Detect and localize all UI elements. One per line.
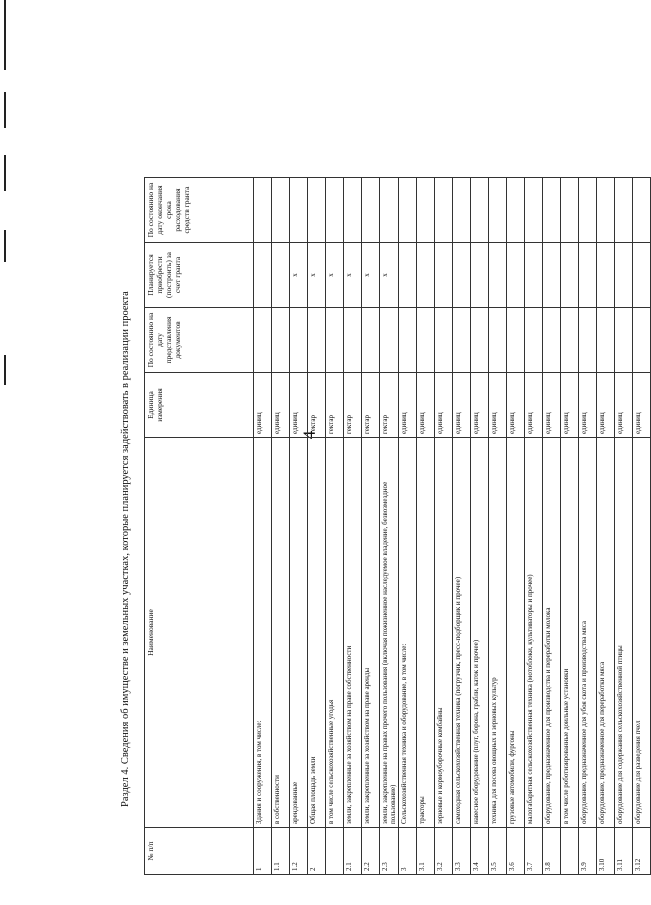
cell-planned: x: [308, 243, 326, 308]
table-row: [561, 178, 579, 875]
table-row: [399, 178, 417, 875]
cell-planned: x: [344, 243, 362, 308]
cell-num: 3.9: [579, 828, 597, 875]
cell-name: земли, закрепленные за хозяйством на праве аренды: [362, 438, 380, 828]
cell-num: 3.5: [489, 828, 507, 875]
cell-unit: единиц: [633, 373, 651, 438]
cell-planned: [543, 243, 561, 308]
cell-unit: единиц: [543, 373, 561, 438]
cell-on-date: [525, 308, 543, 373]
cell-name: оборудование для разведения пчел: [633, 438, 651, 828]
table-header-row: [145, 178, 254, 875]
cell-unit: гектар: [380, 373, 399, 438]
cell-num: 1.2: [290, 828, 308, 875]
cell-name: малогабаритная сельскохозяйственная техника (мотоблоки, культиваторы и прочее): [525, 438, 543, 828]
cell-end-date: [362, 178, 380, 243]
cell-end-date: [290, 178, 308, 243]
cell-num: 3.12: [633, 828, 651, 875]
table-row: [254, 178, 272, 875]
table-row: [489, 178, 507, 875]
cell-unit: единиц: [272, 373, 290, 438]
cell-end-date: [579, 178, 597, 243]
cell-on-date: [290, 308, 308, 373]
cell-num: 3.2: [435, 828, 453, 875]
cell-on-date: [597, 308, 615, 373]
cell-unit: единиц: [615, 373, 633, 438]
cell-end-date: [344, 178, 362, 243]
cell-on-date: [326, 308, 344, 373]
cell-on-date: [344, 308, 362, 373]
cell-num: 3.6: [507, 828, 525, 875]
cell-num: 2.2: [362, 828, 380, 875]
cell-unit: единиц: [290, 373, 308, 438]
cell-planned: [489, 243, 507, 308]
cell-name: Здания и сооружения, в том числе:: [254, 438, 272, 828]
cell-end-date: [272, 178, 290, 243]
cell-num: 3.8: [543, 828, 561, 875]
property-table: [144, 177, 651, 875]
cell-end-date: [615, 178, 633, 243]
cell-unit: единиц: [471, 373, 489, 438]
cell-end-date: [380, 178, 399, 243]
cell-planned: [435, 243, 453, 308]
cell-planned: [254, 243, 272, 308]
table-row: [633, 178, 651, 875]
cell-planned: [272, 243, 290, 308]
cell-on-date: [362, 308, 380, 373]
cell-num: 3.7: [525, 828, 543, 875]
cell-end-date: [507, 178, 525, 243]
cell-on-date: [561, 308, 579, 373]
cell-unit: единиц: [399, 373, 417, 438]
cell-planned: [525, 243, 543, 308]
cell-on-date: [471, 308, 489, 373]
table-row: [362, 178, 380, 875]
cell-name: техника для посева овощных и зерновых культур: [489, 438, 507, 828]
cell-name: оборудование, предназначенное для переработки мяса: [597, 438, 615, 828]
table-row: [471, 178, 489, 875]
cell-num: 2.3: [380, 828, 399, 875]
cell-name: грузовые автомобили, фургоны: [507, 438, 525, 828]
cell-name: Сельскохозяйственная техника и оборудование, в том числе:: [399, 438, 417, 828]
cell-on-date: [543, 308, 561, 373]
cell-name: арендованные: [290, 438, 308, 828]
table-row: [597, 178, 615, 875]
cell-num: 3.10: [597, 828, 615, 875]
cell-end-date: [399, 178, 417, 243]
header-on-date: По состоянию на дату представления документов: [145, 308, 254, 373]
header-unit: Единица измерения: [145, 373, 254, 438]
cell-planned: [597, 243, 615, 308]
header-name: Наименование: [145, 438, 254, 828]
cell-planned: [633, 243, 651, 308]
cell-num: 3.3: [453, 828, 471, 875]
cell-end-date: [254, 178, 272, 243]
cell-end-date: [543, 178, 561, 243]
cell-unit: единиц: [417, 373, 435, 438]
cell-name: зерновые и кормоуборочные комбайны: [435, 438, 453, 828]
table-row: [615, 178, 633, 875]
table-row: [326, 178, 344, 875]
cell-unit: единиц: [435, 373, 453, 438]
header-end-date: По состоянию на дату окончания срока расходования средств гранта: [145, 178, 254, 243]
cell-name: оборудование для содержания сельскохозяйственной птицы: [615, 438, 633, 828]
cell-num: 3: [399, 828, 417, 875]
table-row: [507, 178, 525, 875]
cell-planned: [507, 243, 525, 308]
cell-unit: гектар: [326, 373, 344, 438]
cell-on-date: [399, 308, 417, 373]
cell-planned: [615, 243, 633, 308]
cell-on-date: [453, 308, 471, 373]
cell-end-date: [453, 178, 471, 243]
table-row: [579, 178, 597, 875]
cell-num: [326, 828, 344, 875]
cell-name: в том числе сельскохозяйственные угодья: [326, 438, 344, 828]
cell-name: в том числе роботизированные доильные установки: [561, 438, 579, 828]
cell-num: 2.1: [344, 828, 362, 875]
header-num: № п/п: [145, 828, 254, 875]
cell-end-date: [435, 178, 453, 243]
cell-end-date: [597, 178, 615, 243]
cell-planned: x: [290, 243, 308, 308]
cell-planned: x: [326, 243, 344, 308]
cell-num: 3.4: [471, 828, 489, 875]
cell-end-date: [561, 178, 579, 243]
cell-planned: [471, 243, 489, 308]
cell-unit: гектар: [362, 373, 380, 438]
cell-planned: [453, 243, 471, 308]
cell-end-date: [471, 178, 489, 243]
table-row: [543, 178, 561, 875]
cell-on-date: [435, 308, 453, 373]
cell-name: тракторы: [417, 438, 435, 828]
cell-name: самоходная сельскохозяйственная техника (погрузчик, пресс-подборщик и прочее): [453, 438, 471, 828]
cell-planned: x: [362, 243, 380, 308]
cell-unit: гектар: [344, 373, 362, 438]
cell-name: навесное оборудование (плуг, борона, грабли, каток и прочее): [471, 438, 489, 828]
cell-unit: единиц: [525, 373, 543, 438]
cell-planned: [561, 243, 579, 308]
table-row: [290, 178, 308, 875]
cell-num: 3.1: [417, 828, 435, 875]
cell-unit: единиц: [489, 373, 507, 438]
cell-unit: единиц: [507, 373, 525, 438]
cell-on-date: [380, 308, 399, 373]
cell-name: земли, закрепленные на правах прочего пользования (включая пожизненное наследуемое владение, безвозмездное пользование): [380, 438, 399, 828]
cell-unit: единиц: [561, 373, 579, 438]
cell-unit: гектар: [308, 373, 326, 438]
cell-unit: единиц: [453, 373, 471, 438]
table-row: [453, 178, 471, 875]
cell-on-date: [308, 308, 326, 373]
cell-end-date: [326, 178, 344, 243]
header-planned: Планируется приобрести (построить) за счет гранта: [145, 243, 254, 308]
cell-on-date: [417, 308, 435, 373]
cell-on-date: [633, 308, 651, 373]
cell-end-date: [489, 178, 507, 243]
table-row: [525, 178, 543, 875]
cell-on-date: [272, 308, 290, 373]
cell-end-date: [417, 178, 435, 243]
table-row: [380, 178, 399, 875]
cell-planned: [399, 243, 417, 308]
cell-num: 2: [308, 828, 326, 875]
cell-name: оборудование, предназначенное для производства и переработки молока: [543, 438, 561, 828]
cell-on-date: [579, 308, 597, 373]
table-row: [344, 178, 362, 875]
cell-num: [561, 828, 579, 875]
cell-num: 1.1: [272, 828, 290, 875]
cell-on-date: [254, 308, 272, 373]
cell-unit: единиц: [579, 373, 597, 438]
cell-name: оборудование, предназначенное для убоя скота и производства мяса: [579, 438, 597, 828]
cell-on-date: [615, 308, 633, 373]
cell-name: Общая площадь земли: [308, 438, 326, 828]
cell-planned: [579, 243, 597, 308]
table-row: [435, 178, 453, 875]
table-row: [417, 178, 435, 875]
cell-end-date: [525, 178, 543, 243]
page-number: 4: [299, 430, 319, 440]
cell-name: земли, закрепленные за хозяйством на праве собственности: [344, 438, 362, 828]
cell-end-date: [633, 178, 651, 243]
table-row: [308, 178, 326, 875]
cell-on-date: [489, 308, 507, 373]
table-row: [272, 178, 290, 875]
cell-unit: единиц: [254, 373, 272, 438]
cell-planned: x: [380, 243, 399, 308]
cell-num: 3.11: [615, 828, 633, 875]
cell-on-date: [507, 308, 525, 373]
cell-name: в собственности: [272, 438, 290, 828]
cell-end-date: [308, 178, 326, 243]
cell-planned: [417, 243, 435, 308]
cell-unit: единиц: [597, 373, 615, 438]
section-title: Раздел 4. Сведения об имуществе и земельных участках, которые планируется задействовать в реализации проекта: [120, 291, 131, 807]
cell-num: 1: [254, 828, 272, 875]
